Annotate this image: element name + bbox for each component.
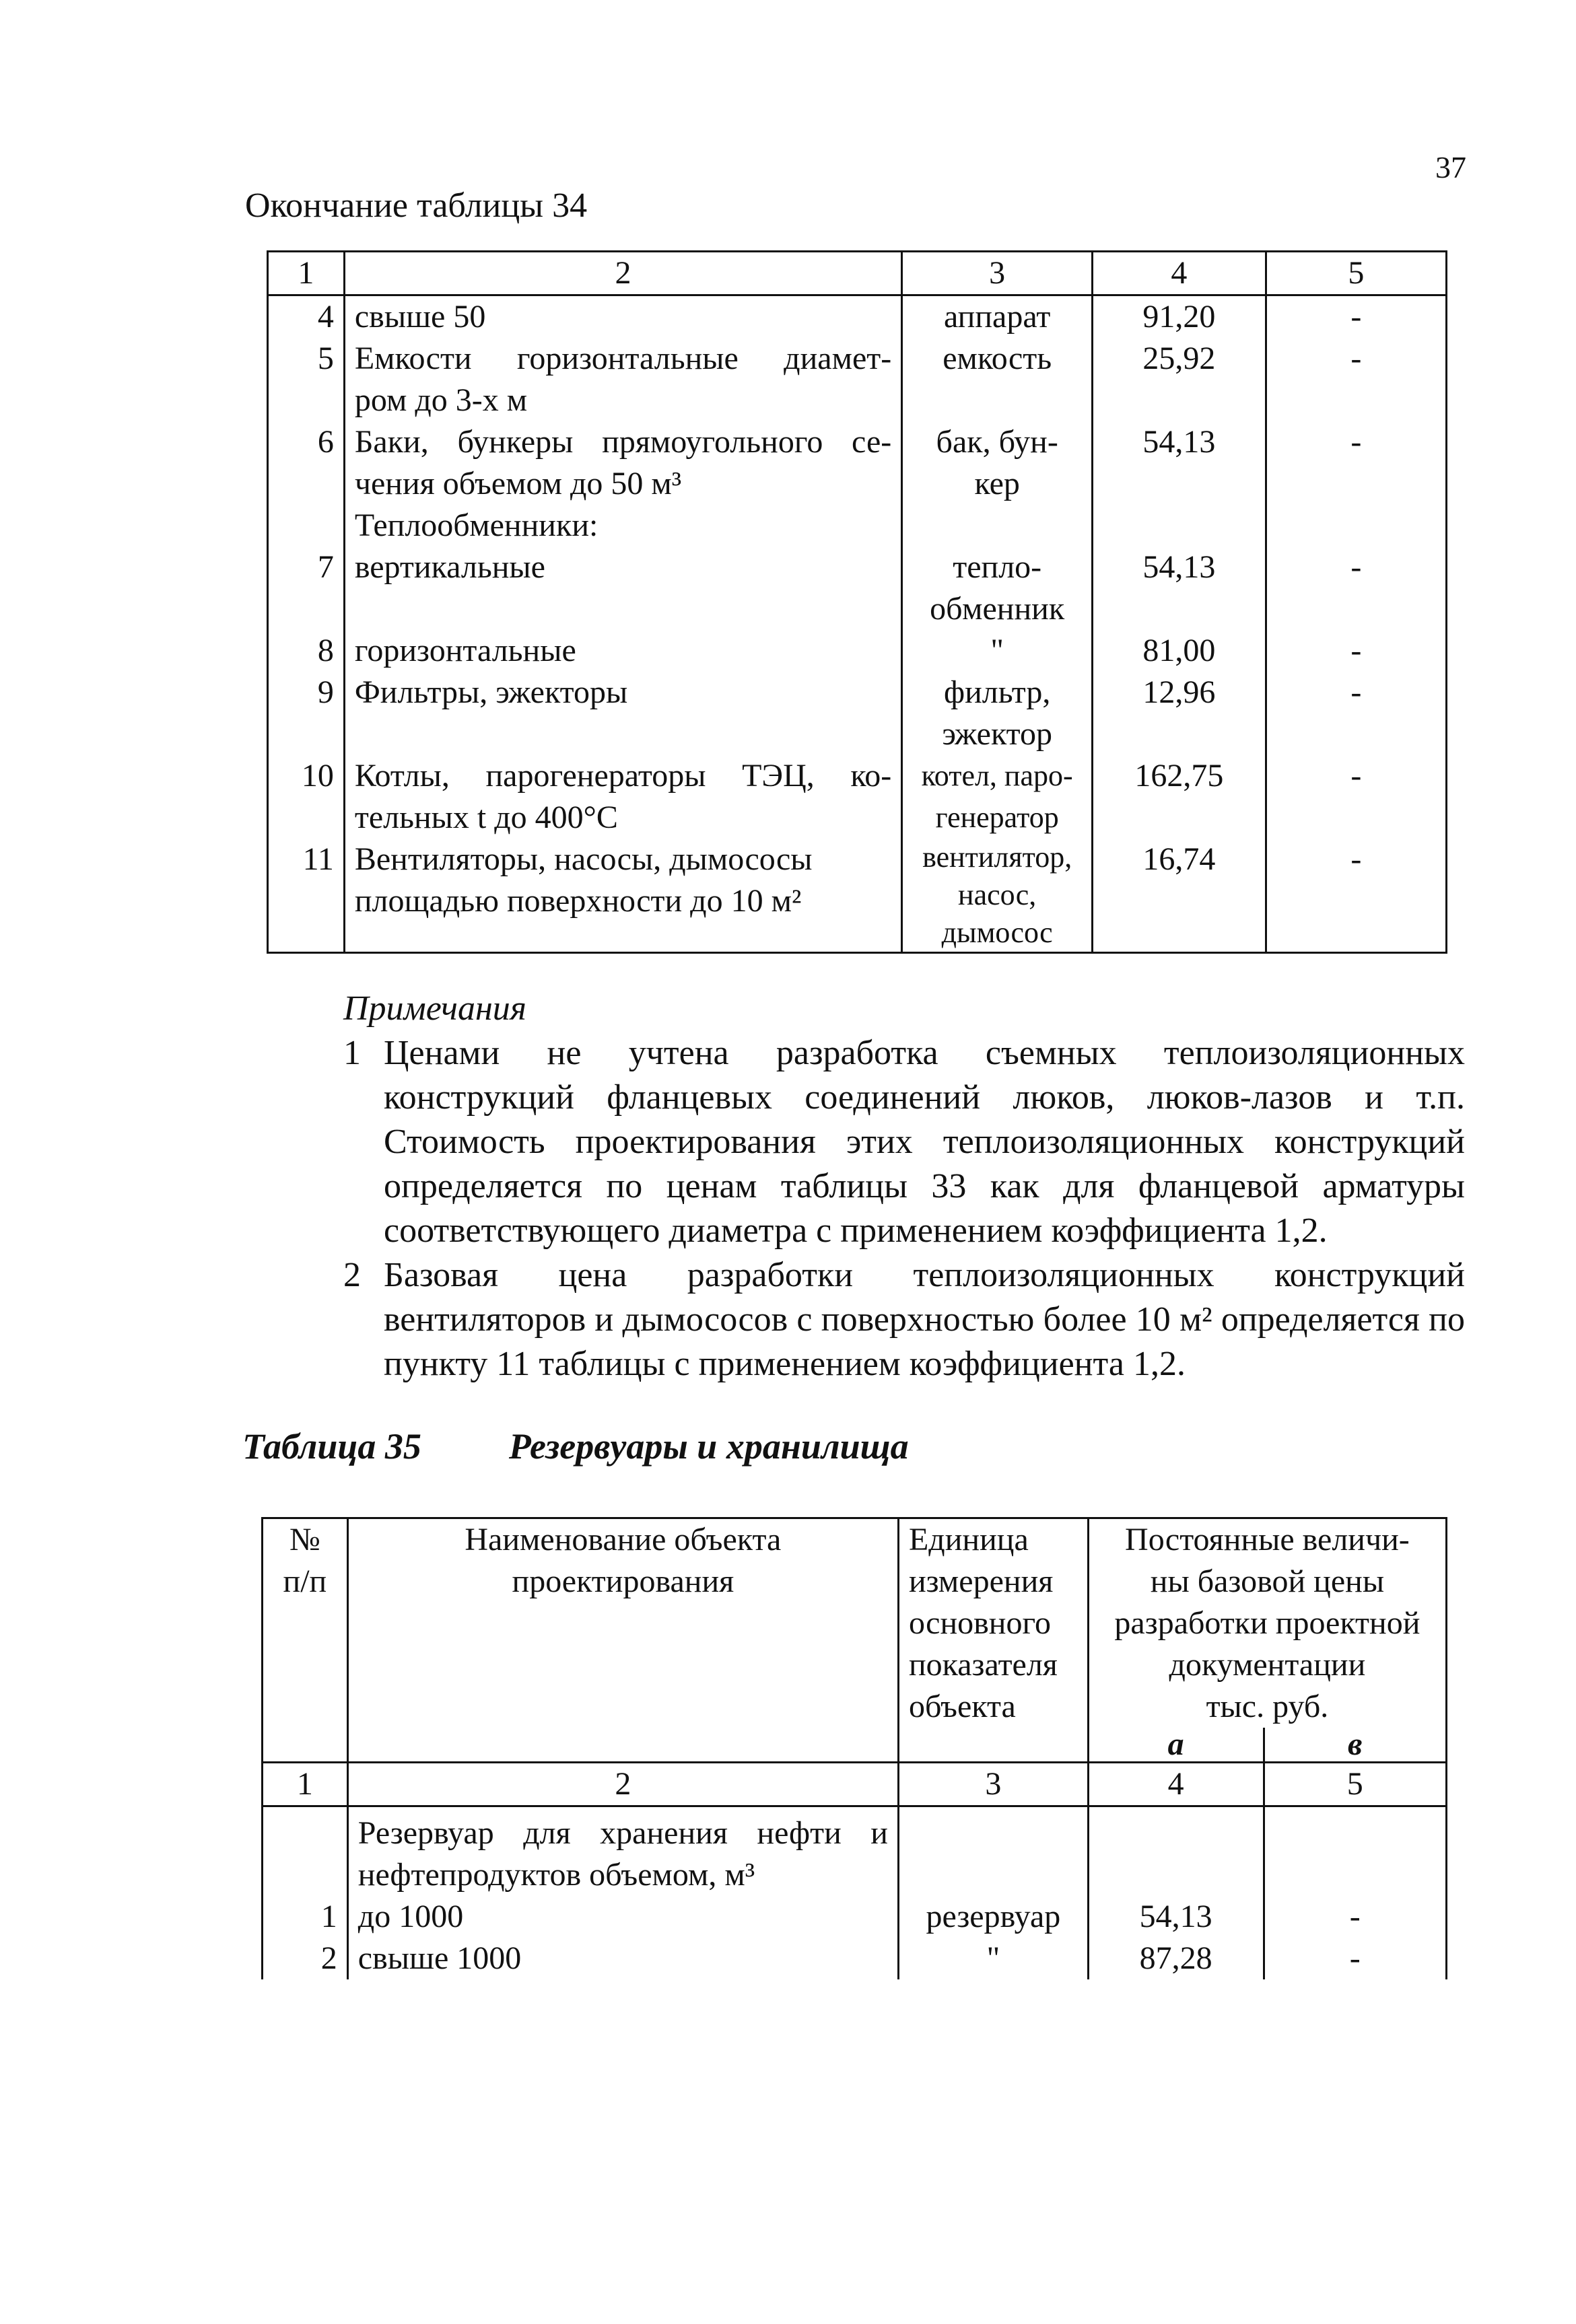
unit-line: генератор [935, 801, 1059, 834]
header-name [347, 1518, 898, 1728]
header-line: ны базовой цены [1150, 1563, 1385, 1599]
unit-line: тепло- [953, 549, 1042, 585]
value-b: - [1266, 547, 1446, 630]
row-number: 8 [268, 630, 345, 672]
notes [343, 987, 1465, 1386]
unit-line: " [990, 633, 1004, 668]
object-name [344, 295, 901, 339]
table-row [268, 755, 1447, 839]
empty-cell [347, 1728, 898, 1763]
object-name-line: Теплообменники: [354, 507, 598, 543]
row-number: 7 [268, 547, 345, 630]
header-line: Единица [908, 1522, 1029, 1557]
value-b: - [1266, 672, 1446, 755]
object-name-line: вертикальные [354, 549, 545, 585]
object-name-line: Фильтры, эжекторы [354, 674, 628, 710]
column-number: 4 [1088, 1763, 1264, 1806]
object-name [344, 630, 901, 672]
unit-line: обменник [930, 591, 1065, 627]
empty-cell [898, 1728, 1088, 1763]
row-number: 9 [268, 672, 345, 755]
value-a: 54,13 [1093, 547, 1266, 630]
table-row [268, 338, 1447, 421]
value-b: - [1266, 421, 1446, 547]
table-35 [261, 1517, 1447, 1979]
unit [902, 672, 1093, 755]
value-b: - [1264, 1938, 1446, 1979]
table-row [268, 839, 1447, 953]
object-name-line: Баки, бункеры прямоугольного се- [354, 424, 892, 460]
object-name [344, 839, 901, 953]
value-b: - [1264, 1896, 1446, 1938]
header-num [263, 1518, 348, 1728]
unit-line: емкость [943, 341, 1052, 376]
column-number-row [263, 1763, 1447, 1806]
value-a: 162,75 [1093, 755, 1266, 839]
table-caption: Окончание таблицы 34 [245, 186, 588, 225]
unit [902, 421, 1093, 547]
column-number: 3 [898, 1763, 1088, 1806]
object-name-line: свыше 50 [354, 299, 486, 334]
row-number: 1 [263, 1896, 348, 1938]
header-cell: 3 [902, 252, 1093, 295]
object-name [344, 672, 901, 755]
header-line: проектирования [512, 1563, 734, 1599]
unit-line: аппарат [943, 299, 1051, 334]
header-line: № [289, 1522, 320, 1557]
table-label: Таблица 35 [242, 1426, 421, 1467]
value-b [1264, 1806, 1446, 1897]
value-a: 87,28 [1088, 1938, 1264, 1979]
header-line: документации [1169, 1647, 1366, 1683]
header-line: тыс. руб. [1206, 1689, 1329, 1724]
object-name-line: свыше 1000 [357, 1940, 522, 1976]
value-a: 25,92 [1093, 338, 1266, 421]
unit: " [898, 1938, 1088, 1979]
unit [902, 755, 1093, 839]
header-line: объекта [908, 1689, 1016, 1724]
value-a: 81,00 [1093, 630, 1266, 672]
object-name [347, 1806, 898, 1897]
unit [902, 338, 1093, 421]
value-a: 54,13 [1093, 421, 1266, 547]
value-a: 12,96 [1093, 672, 1266, 755]
row-number: 4 [268, 295, 345, 339]
header-line: Наименование объекта [465, 1522, 782, 1557]
notes-title: Примечания [343, 989, 526, 1028]
column-number: 5 [1264, 1763, 1446, 1806]
subheader-a: а [1088, 1728, 1264, 1763]
header-line: измерения [908, 1563, 1054, 1599]
object-name [344, 338, 901, 421]
subheader-b: в [1264, 1728, 1446, 1763]
value-a [1088, 1806, 1264, 1897]
object-name-line: горизонтальные [354, 633, 576, 668]
header-constants [1088, 1518, 1446, 1728]
unit-line: насос, [958, 878, 1037, 911]
table-header-row [268, 252, 1447, 295]
header-line: Постоянные величи- [1125, 1522, 1410, 1557]
unit-line: кер [974, 466, 1020, 501]
object-name [344, 547, 901, 630]
object-name [347, 1938, 898, 1979]
unit-line: дымосос [941, 916, 1053, 949]
unit-line: бак, бун- [936, 424, 1058, 460]
table-header-row [263, 1518, 1447, 1728]
unit [902, 295, 1093, 339]
value-b: - [1266, 295, 1446, 339]
value-b: - [1266, 630, 1446, 672]
table-row [263, 1896, 1447, 1938]
header-cell: 5 [1266, 252, 1446, 295]
table-row [268, 672, 1447, 755]
table-row [268, 421, 1447, 547]
row-number: 11 [268, 839, 345, 953]
unit [902, 839, 1093, 953]
value-a: 91,20 [1093, 295, 1266, 339]
table-row [268, 295, 1447, 339]
table-row [263, 1806, 1447, 1897]
object-name-line: тельных t до 400°С [354, 800, 618, 835]
header-line: разработки проектной [1114, 1605, 1420, 1641]
object-name [344, 421, 901, 547]
unit [902, 547, 1093, 630]
object-name-line: ром до 3-х м [354, 382, 528, 418]
table-35-title [242, 1425, 909, 1467]
object-name-line: площадью поверхности до 10 м² [354, 883, 802, 919]
header-cell: 4 [1093, 252, 1266, 295]
row-number: 2 [263, 1938, 348, 1979]
table-name: Резервуары и хранилища [508, 1426, 909, 1467]
header-line: п/п [283, 1563, 327, 1599]
value-b: - [1266, 338, 1446, 421]
page-number: 37 [1435, 150, 1466, 184]
object-name-line: до 1000 [357, 1899, 464, 1934]
unit [898, 1806, 1088, 1897]
header-line: показателя [908, 1647, 1058, 1683]
value-b: - [1266, 839, 1446, 953]
unit-line: котел, паро- [921, 759, 1073, 792]
unit-line: вентилятор, [922, 841, 1072, 874]
value-a: 16,74 [1093, 839, 1266, 953]
row-number: 6 [268, 421, 345, 547]
column-number: 2 [347, 1763, 898, 1806]
object-name-line: нефтепродуктов объемом, м³ [357, 1857, 755, 1893]
note-item [343, 1253, 1465, 1386]
object-name [347, 1896, 898, 1938]
header-cell: 1 [268, 252, 345, 295]
object-name-line: Резервуар для хранения нефти и [357, 1815, 888, 1851]
note-number: 1 [343, 1034, 361, 1072]
note-text: Базовая цена разработки теплоизоляционных конструкций вентиляторов и дымососов с поверхностью более 10 м² определяется по пункту 11 таблицы с применением коэффициента 1,2. [384, 1256, 1465, 1383]
object-name-line: чения объемом до 50 м³ [354, 466, 682, 501]
object-name-line: Котлы, парогенераторы ТЭЦ, ко- [354, 758, 892, 794]
empty-cell [263, 1728, 348, 1763]
note-item [343, 1031, 1465, 1253]
unit-line: эжектор [942, 716, 1053, 752]
row-number [263, 1806, 348, 1897]
object-name-line: Вентиляторы, насосы, дымососы [354, 841, 813, 877]
table-row [263, 1938, 1447, 1979]
unit-line: фильтр, [943, 674, 1051, 710]
header-cell: 2 [344, 252, 901, 295]
row-number: 10 [268, 755, 345, 839]
row-number: 5 [268, 338, 345, 421]
object-name-line: Емкости горизонтальные диамет- [354, 341, 892, 376]
note-number: 2 [343, 1256, 361, 1294]
table-row [268, 547, 1447, 630]
table-34 [267, 250, 1447, 954]
value-b: - [1266, 755, 1446, 839]
header-line: основного [908, 1605, 1051, 1641]
unit [902, 630, 1093, 672]
table-subheader-row [263, 1728, 1447, 1763]
object-name [344, 755, 901, 839]
value-a: 54,13 [1088, 1896, 1264, 1938]
unit: резервуар [898, 1896, 1088, 1938]
header-unit [898, 1518, 1088, 1728]
column-number: 1 [263, 1763, 348, 1806]
note-text: Ценами не учтена разработка съемных теплоизоляционных конструкций фланцевых соединений люков, люков-лазов и т.п. Стоимость проектирования этих теплоизоляционных конструкций определяется по ценам таблицы 33 как для фланцевой арматуры соответствующего диаметра с применением коэффициента 1,2. [384, 1034, 1465, 1250]
table-row [268, 630, 1447, 672]
